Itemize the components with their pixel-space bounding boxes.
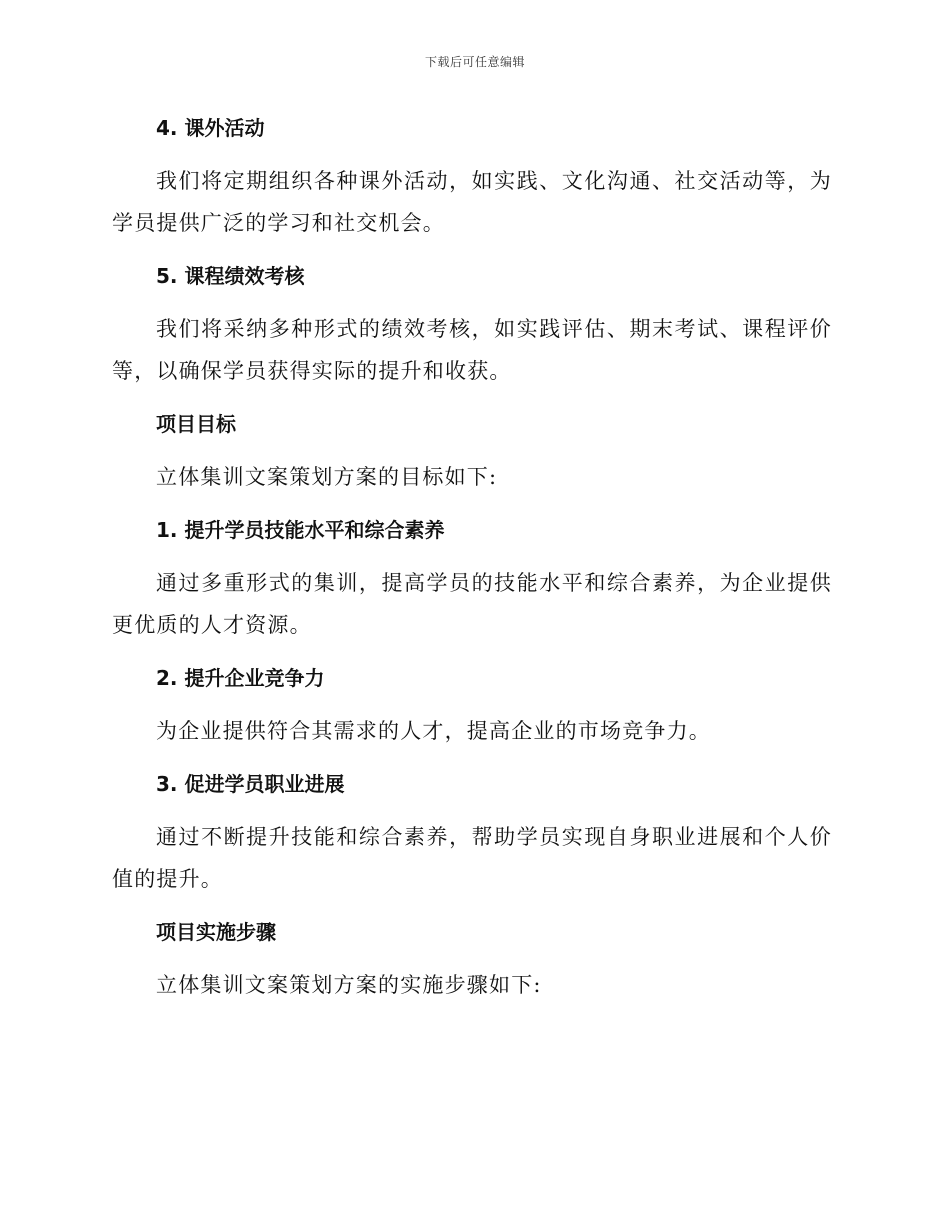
paragraph-goal-1: 通过多重形式的集训，提高学员的技能水平和综合素养，为企业提供更优质的人才资源。	[112, 571, 832, 637]
paragraph-goal-2: 为企业提供符合其需求的人才，提高企业的市场竞争力。	[156, 719, 711, 743]
paragraph-goals-intro: 立体集训文案策划方案的目标如下:	[156, 465, 498, 489]
paragraph-performance: 我们将采纳多种形式的绩效考核，如实践评估、期末考试、课程评价等，以确保学员获得实际的提升和收获。	[112, 317, 832, 383]
section-heading-goal-2: 2. 提升企业竞争力	[156, 666, 325, 690]
header-note: 下载后可任意编辑	[424, 55, 525, 69]
section-heading-goal-1: 1. 提升学员技能水平和综合素养	[156, 518, 445, 542]
paragraph-extracurricular: 我们将定期组织各种课外活动，如实践、文化沟通、社交活动等，为学员提供广泛的学习和社交机会。	[112, 169, 832, 235]
document-body	[112, 108, 832, 1006]
section-heading-project-goals: 项目目标	[156, 412, 236, 436]
section-heading-performance: 5. 课程绩效考核	[156, 264, 305, 288]
section-heading-goal-3: 3. 促进学员职业进展	[156, 772, 345, 796]
section-heading-extracurricular: 4. 课外活动	[156, 116, 265, 140]
section-heading-implementation: 项目实施步骤	[156, 920, 276, 944]
paragraph-implementation-intro: 立体集训文案策划方案的实施步骤如下:	[156, 973, 542, 997]
paragraph-goal-3: 通过不断提升技能和综合素养，帮助学员实现自身职业进展和个人价值的提升。	[112, 825, 832, 891]
